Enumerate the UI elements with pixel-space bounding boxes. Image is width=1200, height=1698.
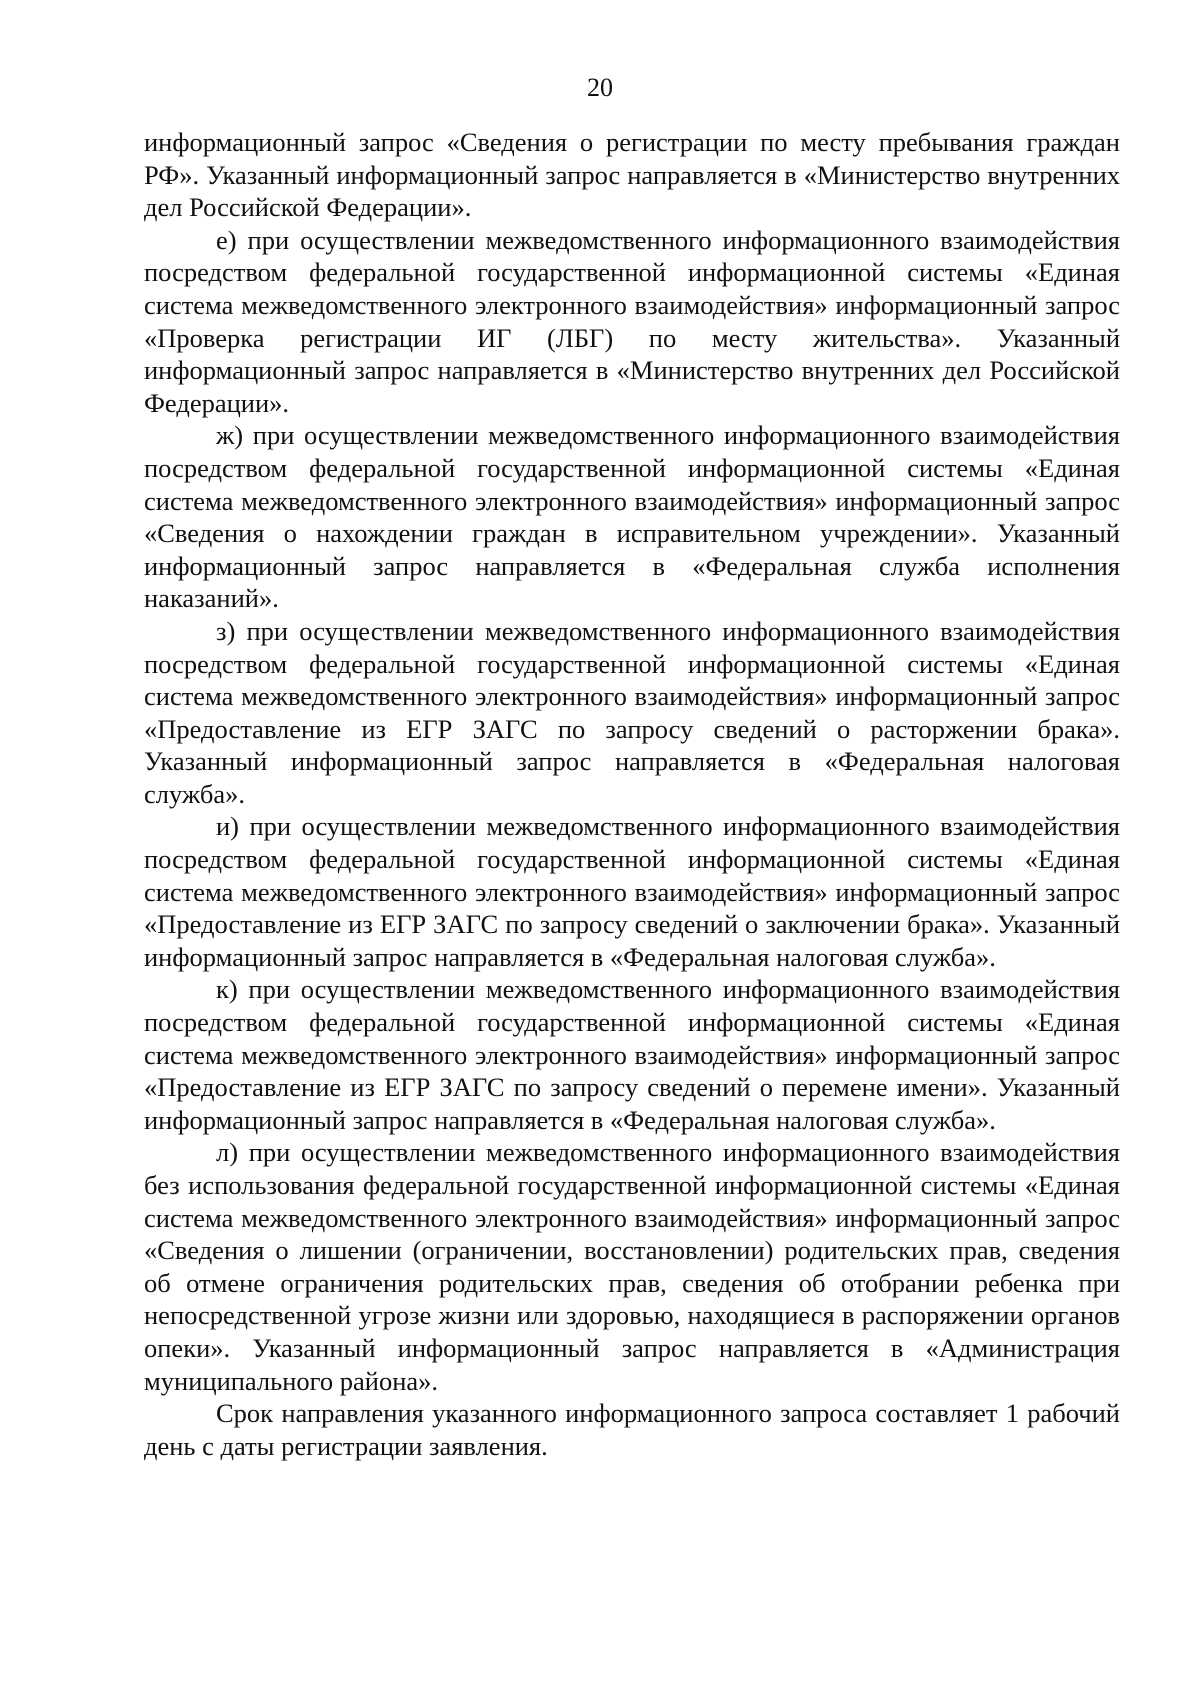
paragraph-item-zh: ж) при осуществлении межведомственного информационного взаимодействия посредством федеральной государственной информационной системы «Единая система межведомственного электронного взаимодействия» информационный запрос «Сведения о нахождении граждан в исправительном учреждении». Указанный информационный запрос направляется в «Федеральная служба исполнения наказаний». <box>144 420 1120 614</box>
paragraph-item-z: з) при осуществлении межведомственного информационного взаимодействия посредством федеральной государственной информационной системы «Единая система межведомственного электронного взаимодействия» информационный запрос «Предоставление из ЕГР ЗАГС по запросу сведений о расторжении брака». Указанный информационный запрос направляется в «Федеральная налоговая служба». <box>144 615 1120 809</box>
paragraph-item-l: л) при осуществлении межведомственного информационного взаимодействия без использования федеральной государственной информационной системы «Единая система межведомственного электронного взаимодействия» информационный запрос «Сведения о лишении (ограничении, восстановлении) родительских прав, сведения об отмене ограничения родительских прав, сведения об отобрании ребенка при непосредственной угрозе жизни или здоровью, находящиеся в распоряжении органов опеки». Указанный информационный запрос направляется в «Администрация муниципального района». <box>144 1137 1120 1396</box>
paragraph-item-i: и) при осуществлении межведомственного информационного взаимодействия посредством федеральной государственной информационной системы «Единая система межведомственного электронного взаимодействия» информационный запрос «Предоставление из ЕГР ЗАГС по запросу сведений о заключении брака». Указанный информационный запрос направляется в «Федеральная налоговая служба». <box>144 811 1120 972</box>
document-body <box>144 126 1120 1462</box>
paragraph-item-k: к) при осуществлении межведомственного информационного взаимодействия посредством федеральной государственной информационной системы «Единая система межведомственного электронного взаимодействия» информационный запрос «Предоставление из ЕГР ЗАГС по запросу сведений о перемене имени». Указанный информационный запрос направляется в «Федеральная налоговая служба». <box>144 974 1120 1135</box>
paragraph-item-e: е) при осуществлении межведомственного информационного взаимодействия посредством федеральной государственной информационной системы «Единая система межведомственного электронного взаимодействия» информационный запрос «Проверка регистрации ИГ (ЛБГ) по месту жительства». Указанный информационный запрос направляется в «Министерство внутренних дел Российской Федерации». <box>144 224 1120 418</box>
paragraph-continuation: информационный запрос «Сведения о регистрации по месту пребывания граждан РФ». Указанный информационный запрос направляется в «Министерство внутренних дел Российской Федерации». <box>144 127 1120 223</box>
paragraph-deadline: Срок направления указанного информационного запроса составляет 1 рабочий день с даты регистрации заявления. <box>144 1398 1120 1461</box>
page-number: 20 <box>587 73 613 102</box>
